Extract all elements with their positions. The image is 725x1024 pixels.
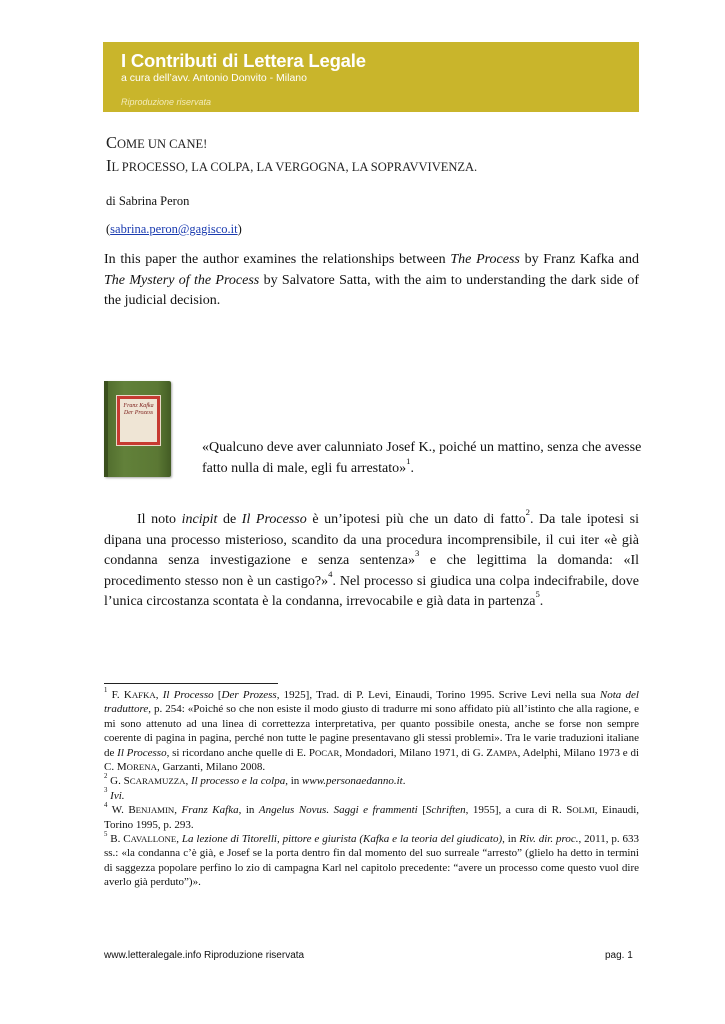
banner-subtitle: a cura dell’avv. Antonio Donvito - Milano bbox=[121, 72, 307, 84]
footnote-3: $^3$ Ivi. bbox=[104, 787, 125, 802]
header-banner bbox=[103, 42, 639, 112]
footnote-ref: 3 bbox=[414, 548, 420, 559]
book-spine bbox=[104, 381, 108, 477]
body-paragraph: Il noto incipit de Il Processo è un’ipotesi più che un dato di fatto$^2$. Da tale ipotesi si dipana una processo misterioso, scandito da una procedura incomprensibile, il cui iter «è già condanna senza investigazione e senza sentenza»$^3$ e che legittima la domanda: «Il procedimento stesso non è un castigo?»$^4$. Nel processo si giudica una colpa indecifrabile, dove l’unica circostanza scontata è la condanna, irrevocabile e già data in partenza$^5$. bbox=[104, 507, 639, 609]
banner-rights: Riproduzione riservata bbox=[121, 97, 212, 107]
page-number: pag. 1 bbox=[605, 950, 633, 961]
title-line-2-rest: L PROCESSO, LA COLPA, LA VERGOGNA, LA SOPRAVVIVENZA. bbox=[111, 160, 478, 174]
footnote-ref: 1 bbox=[406, 455, 411, 466]
work-title: The Mystery of the Process bbox=[104, 272, 260, 288]
footnote-5: $^5$ B. CAVALLONE, La lezione di Titorelli, pittore e giurista (Kafka e la teoria del giudicato), in Riv. dir. proc., 2011, p. 633 ss.: «la condanna c’è già, e Josef se la porta dentro fin dal momento del suo surreale “arresto” (glielo ha detto in termini di saggezza popolare perfino lo zio di campagna Karl nel capitolo precedente: “avere un processo come questo vuol dire averlo già perduto”)». bbox=[104, 830, 640, 889]
title-line-1-rest: OME UN CANE! bbox=[117, 137, 208, 151]
footnote-separator bbox=[104, 683, 278, 684]
book-cover-label-text: Franz Kafka Der Prozess bbox=[123, 403, 154, 416]
banner-title: I Contributi di Lettera Legale bbox=[121, 50, 366, 71]
footnote-1: $^1$ F. KAFKA, Il Processo [Der Prozess, 1925], Trad. di P. Levi, Einaudi, Torino 1995. Scrive Levi nella sua Nota del traduttore, p. 254: «Poiché so che non esiste il modo giusto di tradurre mi sono affidato più all’istinto che alla ragione, e mi sono attenuto ad una linea di correttezza interpretativa, per quanto possibile onesta, anche se forse non sempre coerente di pagina in pagina, perché non tutte le pagine presentavano gli stessi problemi». Tra le varie traduzioni italiane de Il Processo, si ricordano anche quelle di E. POCAR, Mondadori, Milano 1971, di G. ZAMPA, Adelphi, Milano 1973 e di C. MORENA, Garzanti, Milano 2008. bbox=[104, 686, 640, 774]
footnote-ref: 5 bbox=[535, 589, 540, 600]
title-line-2 bbox=[106, 155, 477, 178]
title-line-1-initial: C bbox=[106, 133, 118, 152]
author-line: di Sabrina Peron bbox=[106, 194, 190, 208]
epigraph-quote: «Qualcuno deve aver calunniato Josef K., poiché un mattino, senza che avesse fatto nulla di male, egli fu arrestato»$^1$. bbox=[202, 440, 642, 476]
book-cover-image bbox=[104, 381, 171, 477]
work-title: The Process bbox=[450, 252, 520, 267]
footnote-ref: 2 bbox=[525, 507, 530, 518]
footnote-ref: 4 bbox=[328, 568, 333, 579]
footnote-link: www.personaedanno.it bbox=[302, 775, 403, 788]
title-line-1 bbox=[106, 132, 477, 155]
book-cover-label bbox=[116, 395, 161, 446]
email-link[interactable]: sabrina.peron@gagisco.it bbox=[110, 222, 238, 236]
footnote-2: $^2$ G. SCARAMUZZA, Il processo e la colpa, in www.personaedanno.it. bbox=[104, 773, 406, 788]
footer-site: www.letteralegale.info Riproduzione riservata bbox=[104, 950, 305, 961]
title-line-2-initial: I bbox=[106, 156, 112, 175]
article-title bbox=[106, 132, 477, 178]
footnote-4: $^4$ W. BENJAMIN, Franz Kafka, in Angelus Novus. Saggi e frammenti [Schriften, 1955], a cura di R. SOLMI, Einaudi, Torino 1995, p. 293. bbox=[104, 801, 640, 831]
abstract-paragraph: In this paper the author examines the relationships between The Process by Franz Kafka and The Mystery of the Process by Salvatore Satta, with the aim to understanding the dark side of the judicial decision. bbox=[104, 252, 640, 308]
footnotes bbox=[104, 688, 639, 890]
author-email: (sabrina.peron@gagisco.it) bbox=[106, 222, 242, 236]
